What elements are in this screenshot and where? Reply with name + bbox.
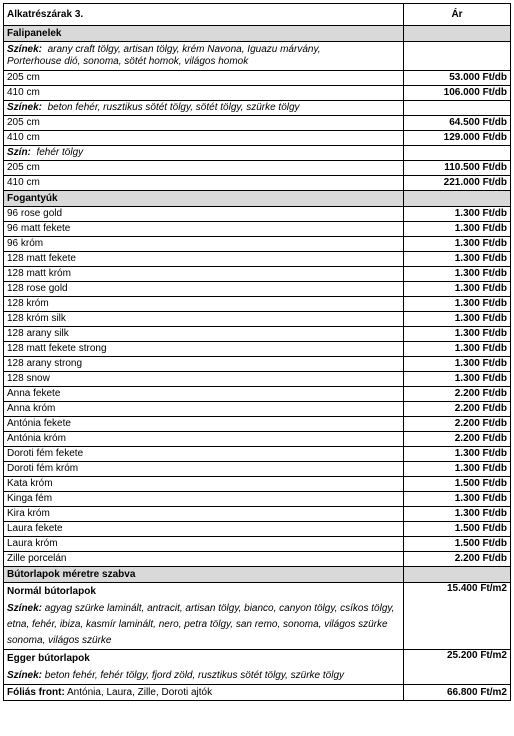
table-row (4, 522, 511, 537)
item-name: 128 matt króm (4, 267, 404, 282)
table-row (4, 267, 511, 282)
item-price: 2.200 Ft/db (404, 387, 511, 402)
table-row (4, 357, 511, 372)
item-price: 1.300 Ft/db (404, 357, 511, 372)
table-row (4, 342, 511, 357)
table-row (4, 86, 511, 101)
item-name: Anna fekete (4, 387, 404, 402)
item-price: 1.300 Ft/db (404, 222, 511, 237)
item-price: 1.500 Ft/db (404, 477, 511, 492)
item-name: Laura fekete (4, 522, 404, 537)
colors-list: beton fehér, fehér tölgy, fjord zöld, rusztikus sötét tölgy, szürke tölgy (44, 670, 345, 681)
item-price: 2.200 Ft/db (404, 552, 511, 567)
table-row (4, 222, 511, 237)
item-price: 1.500 Ft/db (404, 537, 511, 552)
colors-list: agyag szürke laminált, antracit, artisan tölgy, bianco, canyon tölgy, csíkos tölgy, etna, fehér, ibiza, kasmír laminált, nero, petra tölgy, san remo, sonoma, világos szürke sonoma, világos szürke (7, 603, 395, 646)
table-row (4, 237, 511, 252)
table-row (4, 71, 511, 86)
table-row (4, 537, 511, 552)
table-row (4, 387, 511, 402)
item-name: 410 cm (4, 86, 404, 101)
item-name: 128 snow (4, 372, 404, 387)
table-row (4, 282, 511, 297)
colors-text (7, 668, 400, 684)
item-price: 2.200 Ft/db (404, 432, 511, 447)
table-row (4, 131, 511, 146)
item-price: 2.200 Ft/db (404, 417, 511, 432)
item-name: Fóliás front: (7, 686, 65, 698)
item-name: Egger bútorlapok (7, 653, 90, 664)
item-price: 1.300 Ft/db (404, 237, 511, 252)
colors-label: Szín: (7, 147, 31, 158)
item-price: 110.500 Ft/db (404, 161, 511, 176)
item-name: 205 cm (4, 71, 404, 86)
item-name: 410 cm (4, 176, 404, 191)
color-row (4, 42, 511, 71)
item-name: Kata króm (4, 477, 404, 492)
price-column-header: Ár (404, 4, 511, 26)
section-heading: Fogantyúk (4, 191, 404, 207)
item-price: 25.200 Ft/m2 (404, 650, 511, 685)
item-price: 1.300 Ft/db (404, 252, 511, 267)
item-price: 1.300 Ft/db (404, 342, 511, 357)
item-name: Doroti fém fekete (4, 447, 404, 462)
table-row (4, 685, 511, 701)
table-row (4, 116, 511, 131)
item-price: 221.000 Ft/db (404, 176, 511, 191)
item-name: 205 cm (4, 116, 404, 131)
item-name: Kinga fém (4, 492, 404, 507)
item-name: 128 matt fekete strong (4, 342, 404, 357)
item-price: 1.300 Ft/db (404, 372, 511, 387)
table-row (4, 372, 511, 387)
item-price: 1.300 Ft/db (404, 207, 511, 222)
color-row (4, 101, 511, 116)
colors-label: Színek: (7, 44, 43, 55)
item-price: 1.300 Ft/db (404, 507, 511, 522)
item-name: 128 arany silk (4, 327, 404, 342)
item-price: 66.800 Ft/m2 (404, 685, 511, 701)
item-price: 1.300 Ft/db (404, 297, 511, 312)
item-price: 1.300 Ft/db (404, 492, 511, 507)
item-name: 96 rose gold (4, 207, 404, 222)
colors-text: beton fehér, rusztikus sötét tölgy, sötét tölgy, szürke tölgy (47, 102, 300, 113)
title-row (4, 4, 511, 26)
colors-label: Színek: (7, 670, 43, 681)
colors-text: fehér tölgy (36, 147, 84, 158)
item-name: 96 matt fekete (4, 222, 404, 237)
table-row (4, 176, 511, 191)
item-name: 128 arany strong (4, 357, 404, 372)
item-price: 129.000 Ft/db (404, 131, 511, 146)
item-name: Anna króm (4, 402, 404, 417)
item-name: Normál bútorlapok (7, 586, 96, 597)
item-name: 128 rose gold (4, 282, 404, 297)
table-row (4, 447, 511, 462)
item-name: Antónia fekete (4, 417, 404, 432)
item-price: 1.300 Ft/db (404, 327, 511, 342)
item-name: 205 cm (4, 161, 404, 176)
color-row (4, 146, 511, 161)
item-price: 2.200 Ft/db (404, 402, 511, 417)
table-row (4, 297, 511, 312)
item-price: 64.500 Ft/db (404, 116, 511, 131)
table-row (4, 417, 511, 432)
section-fogantyuk (4, 191, 511, 207)
table-row (4, 462, 511, 477)
item-name: Doroti fém króm (4, 462, 404, 477)
item-name: 128 króm silk (4, 312, 404, 327)
table-row (4, 312, 511, 327)
table-row (4, 207, 511, 222)
colors-text: Porterhouse dió, sonoma, sötét homok, világos homok (7, 56, 249, 67)
section-butorlapok (4, 567, 511, 583)
section-heading: Falipanelek (4, 26, 404, 42)
colors-text (7, 601, 400, 649)
table-row (4, 650, 511, 685)
table-row (4, 552, 511, 567)
item-name: 128 króm (4, 297, 404, 312)
item-name: Kira króm (4, 507, 404, 522)
item-price: 1.300 Ft/db (404, 447, 511, 462)
item-price: 15.400 Ft/m2 (404, 583, 511, 650)
item-name: Zille porcelán (4, 552, 404, 567)
colors-text: arany craft tölgy, artisan tölgy, krém Navona, Iguazu márvány, (47, 44, 321, 55)
table-row (4, 161, 511, 176)
item-name: Antónia króm (4, 432, 404, 447)
item-price: 53.000 Ft/db (404, 71, 511, 86)
table-row (4, 252, 511, 267)
item-price: 1.500 Ft/db (404, 522, 511, 537)
table-row (4, 402, 511, 417)
colors-label: Színek: (7, 603, 43, 614)
table-row (4, 432, 511, 447)
section-falipanelek (4, 26, 511, 42)
item-price: 1.300 Ft/db (404, 267, 511, 282)
table-row (4, 327, 511, 342)
item-price: 1.300 Ft/db (404, 312, 511, 327)
item-name: Laura króm (4, 537, 404, 552)
section-heading: Bútorlapok méretre szabva (4, 567, 404, 583)
table-row (4, 492, 511, 507)
item-desc: Antónia, Laura, Zille, Doroti ajtók (67, 686, 213, 698)
item-price: 1.300 Ft/db (404, 282, 511, 297)
item-name: 410 cm (4, 131, 404, 146)
item-name: 96 króm (4, 237, 404, 252)
price-list-sheet (3, 3, 511, 701)
table-row (4, 477, 511, 492)
item-price: 106.000 Ft/db (404, 86, 511, 101)
item-name: 128 matt fekete (4, 252, 404, 267)
colors-label: Színek: (7, 102, 43, 113)
table-row (4, 583, 511, 650)
item-price: 1.300 Ft/db (404, 462, 511, 477)
page-title: Alkatrészárak 3. (4, 4, 404, 26)
table-row (4, 507, 511, 522)
